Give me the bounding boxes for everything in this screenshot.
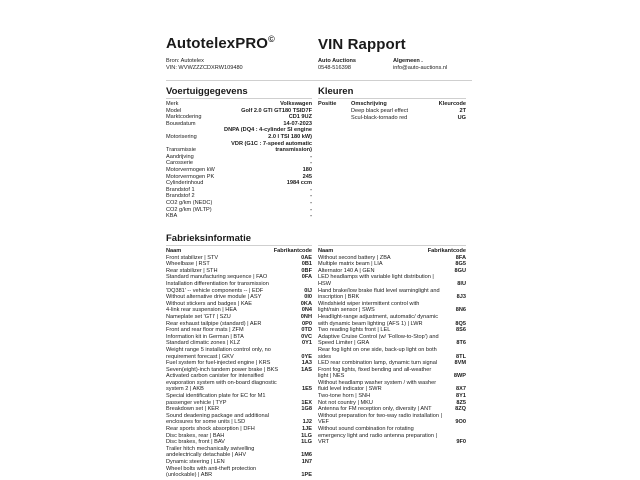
- factory-col-name: Naam: [166, 248, 182, 254]
- factory-row-code: 8TL: [456, 353, 466, 360]
- factory-row: [318, 360, 466, 367]
- factory-row: [318, 327, 466, 334]
- vehicle-row: [166, 114, 312, 121]
- source-line: Bron: Autotelex: [166, 58, 204, 64]
- factory-divider-right: [318, 245, 466, 246]
- factory-table-right: [318, 248, 466, 446]
- company-info: [318, 58, 356, 71]
- vehicle-row: [166, 127, 312, 140]
- factory-row: [166, 406, 312, 413]
- general-email[interactable]: info@auto-auctions.nl: [393, 64, 448, 71]
- colors-col-code: Kleurcode: [438, 101, 466, 107]
- factory-row-code: 0NH: [300, 313, 312, 320]
- factory-row: [166, 307, 312, 314]
- factory-row: [166, 433, 312, 440]
- factory-row: [318, 426, 466, 446]
- factory-row: [166, 334, 312, 341]
- vehicle-row-value: -: [310, 186, 312, 193]
- factory-row: [166, 301, 312, 308]
- factory-row-name: Dynamic steering | LEN: [166, 459, 225, 465]
- factory-row-name: Antenna for FM reception only, diversity | ANT: [318, 406, 432, 413]
- vehicle-section-title: Voertuiggegevens: [166, 86, 248, 97]
- factory-row-name: Not not country | MKU: [318, 399, 373, 406]
- factory-row-name: Wheel bolts with anti-theft protection (unlockable) | ABR: [166, 465, 257, 479]
- factory-row-name: Windshield wiper intermittent control with light/rain sensor | SWS: [318, 300, 420, 314]
- vehicle-row-value: VDR (G1C : 7-speed automatic transmission): [231, 140, 312, 154]
- factory-row: [166, 413, 312, 426]
- vehicle-row-label: Marktcodering: [166, 114, 202, 121]
- factory-row: [318, 334, 466, 347]
- vehicle-row: [166, 180, 312, 187]
- vehicle-row-value: -: [310, 193, 312, 200]
- factory-row-name: Trailer hitch mechanically swivelling andelectrically detachable | AHV: [166, 445, 255, 459]
- vehicle-row-label: Aandrijving: [166, 153, 194, 160]
- factory-row-name: Without stickers and badges | KAE: [166, 300, 253, 307]
- vehicle-row-value: 180: [302, 166, 312, 173]
- factory-row-code: 1AS: [301, 366, 312, 373]
- header-divider: [166, 80, 472, 81]
- factory-row-code: 1LG: [301, 439, 312, 446]
- factory-row: [166, 367, 312, 374]
- factory-row: [166, 314, 312, 321]
- factory-row-name: Hand brake/low brake fluid level warninglight and inscription | BRK: [318, 287, 440, 301]
- colors-divider: [318, 98, 466, 99]
- vehicle-row-label: Merk: [166, 101, 179, 107]
- factory-row: [166, 294, 312, 301]
- factory-section-title: Fabrieksinformatie: [166, 233, 251, 244]
- factory-row-name: Front and rear floor mats | ZFM: [166, 327, 244, 334]
- factory-row-code: 8GU: [454, 267, 466, 274]
- factory-row-name: LED headlamps with variable light distribution | HSW: [318, 274, 434, 287]
- company-name: Auto Auctions: [318, 58, 357, 64]
- brand-title: AutotelexPRO©: [166, 34, 275, 52]
- general-label: Algemeen .: [393, 58, 423, 64]
- factory-row-name: Fuel system for fuel-injected engine | KRS: [166, 360, 271, 367]
- factory-row-name: Breakdown set | KER: [166, 406, 220, 413]
- factory-row-code: 0FA: [301, 274, 312, 281]
- report-title: VIN Rapport: [318, 36, 406, 53]
- factory-row-name: Standard manufacturing sequence | FAO: [166, 274, 268, 281]
- factory-row-name: Adaptive Cruise Control (w/ 'Follow-to-Stop') and Speed Limiter | GRA: [318, 333, 439, 347]
- vehicle-row-value: -: [310, 153, 312, 160]
- factory-row-code: 8Q5: [455, 320, 466, 327]
- colors-col-description: Omschrijving: [351, 101, 387, 107]
- factory-col-code: Fabrikantcode: [273, 248, 312, 254]
- factory-row-code: 1PE: [301, 472, 312, 479]
- factory-header: [166, 248, 312, 255]
- factory-row-code: 0BF: [301, 267, 312, 274]
- factory-row: [318, 367, 466, 380]
- vehicle-row: [166, 213, 312, 220]
- factory-row: [318, 268, 466, 275]
- factory-row-code: 8S6: [456, 327, 466, 334]
- factory-row: [318, 380, 466, 393]
- factory-row-name: Nameplate set 'GTI' | SZU: [166, 313, 231, 320]
- factory-row-code: 8J3: [456, 294, 466, 301]
- factory-row: [166, 426, 312, 433]
- factory-row-name: Information kit in German | BTA: [166, 333, 244, 340]
- factory-col-code: Fabrikantcode: [427, 248, 466, 254]
- vehicle-row-label: Motorvermogen PK: [166, 173, 215, 180]
- factory-row: [166, 439, 312, 446]
- factory-row-name: Weight range 5 installation control only, no requirement forecast | GKV: [166, 346, 271, 360]
- color-row-code: UG: [457, 115, 466, 121]
- vehicle-row: [166, 174, 312, 181]
- factory-row-name: Disc brakes, rear | BAH: [166, 432, 225, 439]
- vehicle-row: [166, 154, 312, 161]
- factory-row-name: Without sound combination for rotating emergency light and radio antenna preparation | VRT: [318, 426, 438, 446]
- factory-row-code: 8ZQ: [455, 406, 466, 413]
- factory-row-name: Seven(eight)-inch tandem power brake | BKS: [166, 366, 279, 373]
- factory-row-code: 8Z5: [456, 399, 466, 406]
- factory-divider-left: [166, 245, 312, 246]
- color-row-description: Scul-black-tornado red: [351, 115, 408, 121]
- vehicle-row-value: -: [310, 160, 312, 167]
- factory-row: [166, 393, 312, 406]
- factory-row-name: Sound deadening package and additional enclosures for some units | LSD: [166, 412, 269, 426]
- factory-row-code: 1E5: [302, 386, 312, 393]
- factory-row: [318, 347, 466, 360]
- factory-row-name: Front fog lights, fixed bending and all-weather light | NES: [318, 366, 432, 380]
- factory-row-name: Headlight-range adjustment, automatic/ dynamic with dynamic beam lighting (AFS 1) | LWR: [318, 313, 439, 327]
- factory-row-code: 0TD: [301, 327, 312, 334]
- factory-row: [166, 281, 312, 294]
- factory-row: [318, 274, 466, 287]
- copyright-mark: ©: [268, 34, 275, 44]
- factory-row: [318, 406, 466, 413]
- factory-row-code: 8FA: [455, 254, 466, 261]
- factory-row-name: Rear fog light on one side, back-up light on both sides: [318, 346, 437, 360]
- vehicle-row-value: CD1 9UZ: [288, 114, 312, 121]
- factory-row-code: 0IJ: [304, 287, 312, 294]
- factory-row: [166, 261, 312, 268]
- factory-row-code: 0I0: [304, 294, 312, 301]
- factory-row-name: LED rear combination lamp, dynamic turn signal: [318, 360, 438, 367]
- factory-row: [166, 466, 312, 479]
- factory-row: [166, 321, 312, 328]
- factory-row-name: Without alternative drive module | ASY: [166, 294, 262, 301]
- vehicle-row-label: Motorisering: [166, 133, 197, 140]
- factory-row-code: 9F0: [456, 439, 466, 446]
- factory-row: [166, 268, 312, 275]
- factory-row-code: 8G5: [455, 261, 466, 268]
- colors-section-title: Kleuren: [318, 86, 354, 97]
- factory-row-code: 0Y1: [302, 340, 312, 347]
- factory-row-code: 9O0: [455, 419, 466, 426]
- vehicle-row-label: Brandstof 1: [166, 186, 195, 193]
- vehicle-row: [166, 101, 312, 108]
- vehicle-row-label: Transmissie: [166, 147, 196, 154]
- factory-row-name: Without preparation for two-way radio installation | VEF: [318, 412, 442, 426]
- factory-row-name: Front stabilizer | STV: [166, 254, 219, 261]
- factory-row-name: Activated carbon canister for intensified evaporation system with on-board diagnostic system 2 | AKB: [166, 373, 277, 393]
- vehicle-row-label: CO2 g/km (NEDC): [166, 199, 213, 206]
- general-info: [393, 58, 447, 71]
- vehicle-row: [166, 121, 312, 128]
- company-phone: 0548-516398: [318, 64, 351, 71]
- vehicle-row-value: -: [310, 199, 312, 206]
- vehicle-row-value: Golf 2.0 GTI GT180 TSID7F: [241, 107, 312, 114]
- factory-row: [318, 393, 466, 400]
- factory-row: [166, 255, 312, 262]
- factory-row-name: Without headlamp washer system / with washer fluid level indicator | SWR: [318, 379, 437, 393]
- vehicle-row: [166, 193, 312, 200]
- factory-row: [166, 373, 312, 393]
- factory-row-name: Rear exhaust tailpipe (standard) | AER: [166, 320, 262, 327]
- factory-row-code: 0P0: [302, 320, 312, 327]
- factory-row-name: Without second battery | ZBA: [318, 254, 391, 261]
- vehicle-row-value: -: [310, 213, 312, 220]
- factory-row-code: 8VM: [454, 360, 466, 367]
- factory-row-code: 0KA: [300, 300, 312, 307]
- vehicle-row: [166, 167, 312, 174]
- factory-row-name: Alternator 140 A | GEN: [318, 267, 375, 274]
- factory-row-code: 8IU: [457, 280, 466, 287]
- vehicle-row-value: 14-07-2023: [283, 120, 312, 127]
- factory-row-code: 8WP: [453, 373, 466, 380]
- factory-row-code: 0N4: [301, 307, 312, 314]
- vehicle-row-label: CO2 g/km (WLTP): [166, 206, 212, 213]
- factory-row-code: 1LG: [301, 432, 312, 439]
- vehicle-row-label: Cylinderinhoud: [166, 180, 204, 187]
- factory-header: [318, 248, 466, 255]
- factory-row: [318, 314, 466, 327]
- vehicle-row-value: 245: [302, 173, 312, 180]
- factory-row-name: 4-link rear suspension | HEA: [166, 307, 237, 314]
- factory-table-left: [166, 248, 312, 479]
- color-row-description: Deep black pearl effect: [351, 108, 409, 114]
- vehicle-row-label: Model: [166, 107, 182, 114]
- factory-row-code: 0AE: [301, 254, 312, 261]
- vehicle-row: [166, 187, 312, 194]
- factory-row-name: Disc brakes, front | BAV: [166, 439, 225, 446]
- factory-row: [318, 288, 466, 301]
- factory-row: [166, 347, 312, 360]
- factory-row: [166, 274, 312, 281]
- factory-row-code: 1N7: [301, 459, 312, 465]
- vehicle-row-label: Carosserie: [166, 160, 194, 167]
- factory-row-code: 8X7: [456, 386, 466, 393]
- vehicle-row: [166, 108, 312, 115]
- factory-row-name: Two reading lights front | LEL: [318, 327, 391, 334]
- factory-row: [166, 360, 312, 367]
- vehicle-row-value: Volkswagen: [280, 101, 312, 107]
- colors-col-position: Positie: [318, 101, 337, 107]
- factory-row-code: 8Y1: [456, 393, 466, 400]
- vin-line: VIN: WVWZZZCDXRW109480: [166, 64, 243, 71]
- vehicle-table: [166, 101, 312, 220]
- vehicle-row-value: 1984 ccm: [286, 180, 312, 187]
- factory-row-code: 1JE: [302, 426, 312, 433]
- factory-row-code: 0B1: [301, 261, 312, 268]
- factory-row-code: 0VC: [301, 333, 312, 340]
- factory-row-name: Standard climatic zones | KLZ: [166, 340, 241, 347]
- factory-row: [166, 459, 312, 466]
- factory-row-name: Wheelbase | RST: [166, 261, 210, 268]
- factory-row-code: 1EX: [301, 399, 312, 406]
- factory-row-name: Rear sports shock absorption | DFH: [166, 426, 255, 433]
- vehicle-row-label: Brandstof 2: [166, 193, 195, 200]
- factory-row-code: 1G8: [301, 406, 312, 413]
- factory-row-code: 8T6: [456, 340, 466, 347]
- factory-row-code: 8N6: [455, 307, 466, 314]
- factory-row-name: Two-tone horn | SNH: [318, 393, 371, 400]
- factory-row-code: 1J2: [302, 419, 312, 426]
- factory-row: [318, 301, 466, 314]
- factory-row: [166, 340, 312, 347]
- factory-row-name: Rear stabilizer | STH: [166, 267, 218, 274]
- factory-col-name: Naam: [318, 248, 334, 254]
- factory-row: [318, 255, 466, 262]
- vehicle-row: [166, 141, 312, 154]
- factory-row-code: 1A3: [301, 360, 312, 367]
- factory-row-name: Installation differentiation for transmission 'DQ381' -- vehicle components -- | EDF: [166, 280, 269, 294]
- factory-row: [318, 413, 466, 426]
- vehicle-row-label: Bouwdatum: [166, 120, 196, 127]
- vehicle-row-value: -: [310, 206, 312, 213]
- factory-row-name: Multiple matrix beam | LIA: [318, 261, 383, 268]
- factory-row: [166, 446, 312, 459]
- vehicle-row: [166, 160, 312, 167]
- factory-row: [318, 261, 466, 268]
- vehicle-row: [166, 200, 312, 207]
- vehicle-row: [166, 207, 312, 214]
- factory-row: [318, 400, 466, 407]
- vehicle-row-label: KBA: [166, 213, 178, 220]
- color-row-code: 2T: [459, 108, 466, 114]
- factory-row: [166, 327, 312, 334]
- factory-row-name: Special identification plate for EC for M1 passenger vehicle | TYP: [166, 393, 266, 406]
- factory-row-code: 0YE: [301, 353, 312, 360]
- factory-row-code: 1M6: [301, 452, 312, 459]
- vehicle-divider: [166, 98, 312, 99]
- vehicle-row-value: DNPA (DQ4 : 4-cylinder SI engine 2.0 l TSI 180 kW): [224, 127, 312, 140]
- source-info: [166, 58, 243, 71]
- vehicle-row-label: Motorvermogen kW: [166, 166, 215, 173]
